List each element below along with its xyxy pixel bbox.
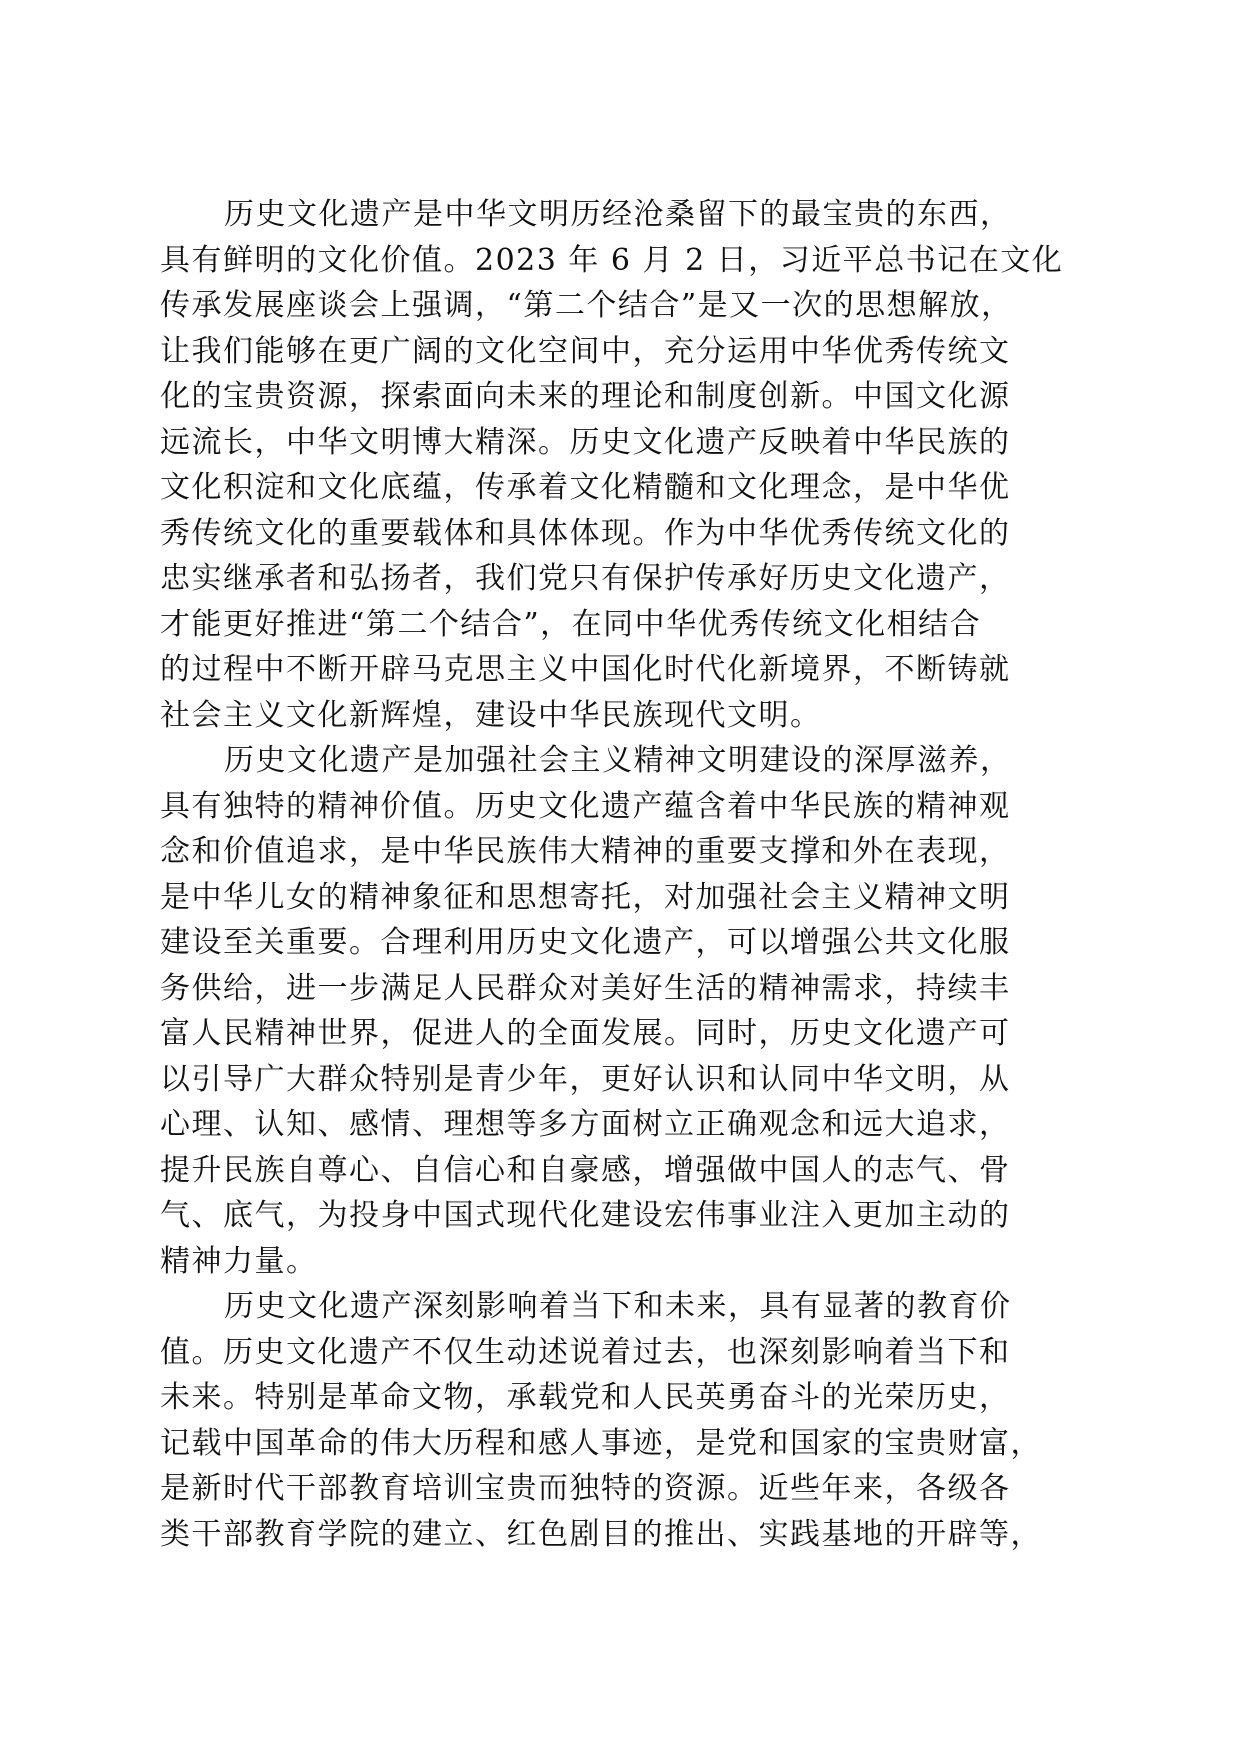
text-line: 值。历史文化遗产不仅生动述说着过去，也深刻影响着当下和 bbox=[160, 1334, 1011, 1370]
text-line: 文化积淀和文化底蕴，传承着文化精髓和文化理念，是中华优 bbox=[160, 470, 1011, 505]
text-line: 具有鲜明的文化价值。2023 年 6 月 2 日，习近平总书记在文化 bbox=[160, 242, 1064, 278]
text-line: 记载中国革命的伟大历程和感人事迹，是党和国家的宝贵财富， bbox=[160, 1425, 1042, 1461]
text-line: 精神力量。 bbox=[160, 1243, 318, 1279]
text-line: 建设至关重要。合理利用历史文化遗产，可以增强公共文化服 bbox=[160, 925, 1011, 960]
text-line: 远流长，中华文明博大精深。历史文化遗产反映着中华民族的 bbox=[160, 424, 1011, 460]
text-line: 是中华儿女的精神象征和思想寄托，对加强社会主义精神文明 bbox=[160, 879, 1011, 915]
text-line: 是新时代干部教育培训宝贵而独特的资源。近些年来，各级各 bbox=[160, 1471, 1011, 1506]
paragraph-3 bbox=[160, 1284, 1080, 1557]
text-line: 富人民精神世界，促进人的全面发展。同时，历史文化遗产可 bbox=[160, 1016, 1011, 1051]
text-line: 忠实继承者和弘扬者，我们党只有保护传承好历史文化遗产， bbox=[160, 561, 1011, 596]
text-line: 秀传统文化的重要载体和具体体现。作为中华优秀传统文化的 bbox=[160, 515, 1011, 551]
body-text bbox=[160, 192, 1080, 1557]
text-line: 历史文化遗产深刻影响着当下和未来，具有显著的教育价 bbox=[224, 1289, 1012, 1324]
text-line: 心理、认知、感情、理想等多方面树立正确观念和远大追求， bbox=[160, 1107, 1011, 1142]
text-line: 让我们能够在更广阔的文化空间中，充分运用中华优秀传统文 bbox=[160, 333, 1011, 369]
text-line: 气、底气，为投身中国式现代化建设宏伟事业注入更加主动的 bbox=[160, 1198, 1011, 1233]
text-line: 以引导广大群众特别是青少年，更好认识和认同中华文明，从 bbox=[160, 1061, 1011, 1097]
text-line: 化的宝贵资源，探索面向未来的理论和制度创新。中国文化源 bbox=[160, 379, 1011, 414]
text-line: 具有独特的精神价值。历史文化遗产蕴含着中华民族的精神观 bbox=[160, 788, 1011, 824]
text-line: 历史文化遗产是加强社会主义精神文明建设的深厚滋养， bbox=[224, 743, 1012, 778]
paragraph-1 bbox=[160, 192, 1080, 738]
text-line: 念和价值追求，是中华民族伟大精神的重要支撑和外在表现， bbox=[160, 834, 1011, 869]
paragraph-2 bbox=[160, 738, 1080, 1284]
text-line: 历史文化遗产是中华文明历经沧桑留下的最宝贵的东西， bbox=[224, 197, 1012, 232]
text-line: 社会主义文化新辉煌，建设中华民族现代文明。 bbox=[160, 697, 822, 733]
text-line: 传承发展座谈会上强调，“第二个结合”是又一次的思想解放， bbox=[160, 288, 1013, 323]
text-line: 提升民族自尊心、自信心和自豪感，增强做中国人的志气、骨 bbox=[160, 1152, 1011, 1188]
text-line: 务供给，进一步满足人民群众对美好生活的精神需求，持续丰 bbox=[160, 970, 1011, 1006]
text-line: 的过程中不断开辟马克思主义中国化时代化新境界，不断铸就 bbox=[160, 652, 1011, 687]
text-line: 未来。特别是革命文物，承载党和人民英勇奋斗的光荣历史， bbox=[160, 1380, 1011, 1415]
text-line: 类干部教育学院的建立、红色剧目的推出、实践基地的开辟等， bbox=[160, 1516, 1042, 1552]
text-line: 才能更好推进“第二个结合”，在同中华优秀传统文化相结合 bbox=[160, 606, 982, 642]
